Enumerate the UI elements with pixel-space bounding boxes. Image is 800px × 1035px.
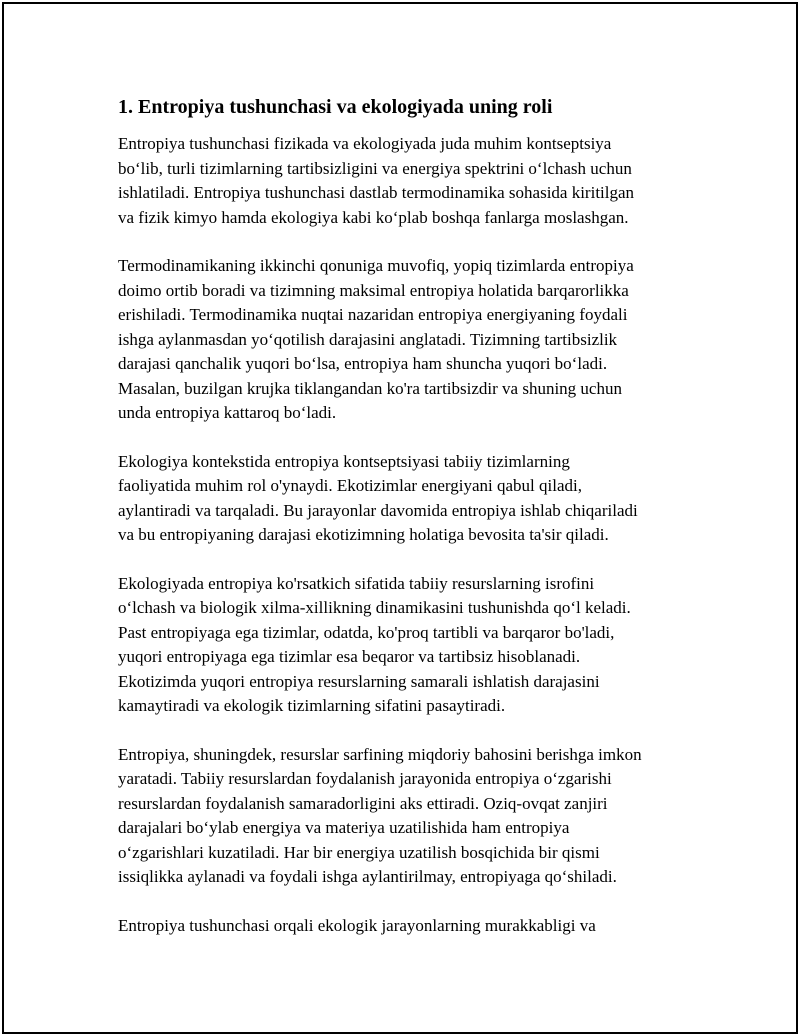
- paragraph-line: Entropiya, shuningdek, resurslar sarfining miqdoriy bahosini berishga imkon: [118, 744, 642, 764]
- document-body: [118, 94, 698, 962]
- paragraph-line: yuqori entropiyaga ega tizimlar esa beqaror va tartibsiz hisoblanadi.: [118, 647, 581, 666]
- paragraph-line: erishiladi. Termodinamika nuqtai nazaridan entropiya energiyaning foydali: [118, 305, 628, 324]
- paragraph-2: [118, 254, 698, 426]
- paragraph-line: unda entropiya kattaroq bo‘ladi.: [118, 403, 337, 422]
- paragraph-line: ishga aylanmasdan yo‘qotilish darajasini anglatadi. Tizimning tartibsizlik: [118, 329, 618, 349]
- paragraph-line: Past entropiyaga ega tizimlar, odatda, ko'proq tartibli va barqaror bo'ladi,: [118, 622, 615, 642]
- paragraph-line: Ekotizimda yuqori entropiya resurslarning samarali ishlatish darajasini: [118, 671, 600, 691]
- paragraph-line: Termodinamikaning ikkinchi qonuniga muvofiq, yopiq tizimlarda entropiya: [118, 256, 634, 275]
- paragraph-line: va bu entropiyaning darajasi ekotizimning holatiga bevosita ta'sir qiladi.: [118, 525, 609, 544]
- section-heading: 1. Entropiya tushunchasi va ekologiyada uning roli: [118, 96, 553, 118]
- paragraph-line: Ekologiya kontekstida entropiya kontseptsiyasi tabiiy tizimlarning: [118, 451, 570, 471]
- paragraph-line: Ekologiyada entropiya ko'rsatkich sifatida tabiiy resurslarning isrofini: [118, 573, 595, 593]
- paragraph-4: [118, 572, 698, 719]
- paragraph-line: faoliyatida muhim rol o'ynaydi. Ekotizimlar energiyani qabul qiladi,: [118, 476, 582, 495]
- paragraph-line: Entropiya tushunchasi orqali ekologik jarayonlarning murakkabligi va: [118, 915, 596, 935]
- paragraph-6: [118, 914, 698, 939]
- paragraph-line: yaratadi. Tabiiy resurslardan foydalanish jarayonida entropiya o‘zgarishi: [118, 769, 612, 788]
- paragraph-line: aylantiradi va tarqaladi. Bu jarayonlar davomida entropiya ishlab chiqariladi: [118, 500, 638, 520]
- paragraph-1: [118, 132, 698, 230]
- paragraph-line: o‘zgarishlari kuzatiladi. Har bir energiya uzatilish bosqichida bir qismi: [118, 842, 600, 862]
- paragraph-line: doimo ortib boradi va tizimning maksimal entropiya holatida barqarorlikka: [118, 280, 629, 300]
- paragraph-line: darajasi qanchalik yuqori bo‘lsa, entropiya ham shuncha yuqori bo‘ladi.: [118, 354, 608, 373]
- paragraph-line: Masalan, buzilgan krujka tiklangandan ko'ra tartibsizdir va shuning uchun: [118, 378, 622, 398]
- paragraph-line: o‘lchash va biologik xilma-xillikning dinamikasini tushunishda qo‘l keladi.: [118, 598, 631, 617]
- paragraph-line: Entropiya tushunchasi fizikada va ekologiyada juda muhim kontseptsiya: [118, 134, 612, 153]
- paragraph-line: ishlatiladi. Entropiya tushunchasi dastlab termodinamika sohasida kiritilgan: [118, 183, 635, 202]
- paragraph-line: issiqlikka aylanadi va foydali ishga aylantirilmay, entropiyaga qo‘shiladi.: [118, 867, 617, 886]
- paragraph-3: [118, 450, 698, 548]
- paragraph-line: bo‘lib, turli tizimlarning tartibsizligini va energiya spektrini o‘lchash uchun: [118, 158, 632, 178]
- paragraph-line: resurslardan foydalanish samaradorligini aks ettiradi. Oziq-ovqat zanjiri: [118, 793, 608, 813]
- paragraph-5: [118, 743, 698, 890]
- paragraph-line: va fizik kimyo hamda ekologiya kabi ko‘plab boshqa fanlarga moslashgan.: [118, 207, 629, 227]
- paragraph-line: darajalari bo‘ylab energiya va materiya uzatilishida ham entropiya: [118, 818, 570, 837]
- paragraph-line: kamaytiradi va ekologik tizimlarning sifatini pasaytiradi.: [118, 696, 506, 715]
